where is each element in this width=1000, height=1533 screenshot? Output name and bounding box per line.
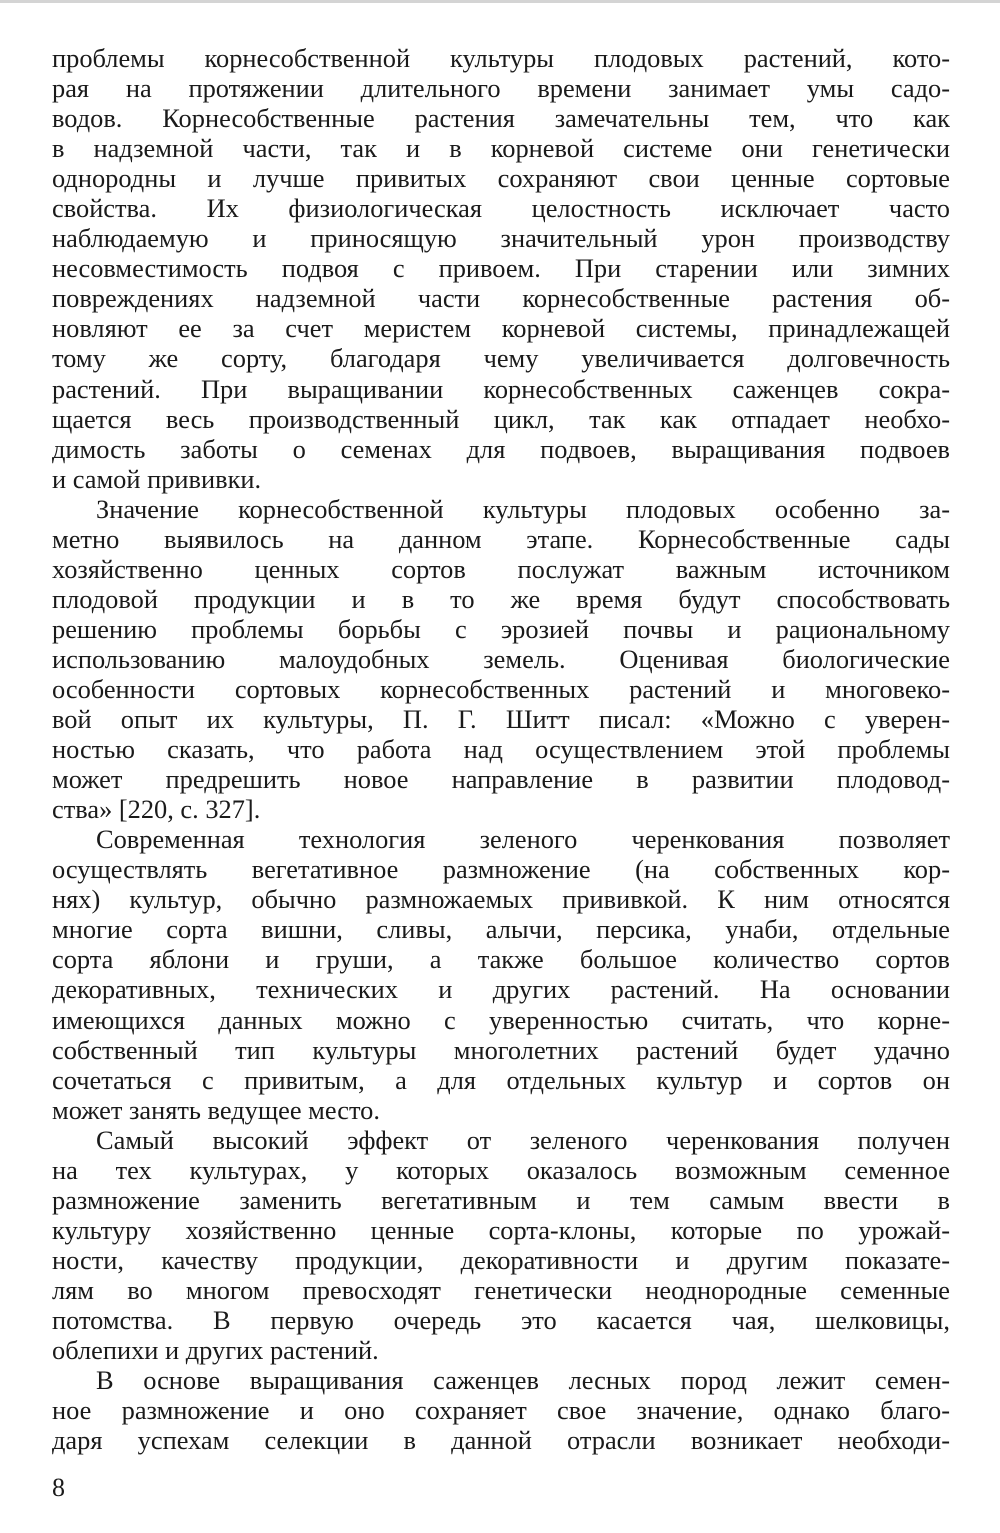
text-line: Значение корнесобственной культуры плодовых особенно за-: [96, 493, 950, 524]
text-line: метно выявилось на данном этапе. Корнесобственные сады: [52, 523, 950, 554]
text-line: нях) культур, обычно размножаемых прививкой. К ним относятся: [52, 884, 950, 915]
text-line: Современная технология зеленого черенкования позволяет: [96, 824, 950, 855]
text-line: использованию малоудобных земель. Оценивая биологические: [52, 643, 950, 674]
text-line: плодовой продукции и в то же время будут способствовать: [52, 583, 950, 614]
text-line: осуществлять вегетативное размножение (на собственных кор-: [52, 854, 950, 885]
text-line: ности, качеству продукции, декоративности и другим показате-: [52, 1244, 950, 1275]
text-line: облепихи и других растений.: [52, 1335, 379, 1366]
text-line: даря успехам селекции в данной отрасли возникает необходи-: [52, 1425, 950, 1456]
text-line: культуру хозяйственно ценные сорта-клоны, которые по урожай-: [52, 1214, 950, 1245]
text-line: вой опыт их культуры, П. Г. Шитт писал: «Можно с уверен-: [52, 704, 950, 735]
text-line: имеющихся данных можно с уверенностью считать, что корне-: [52, 1004, 950, 1035]
paragraph: [52, 1365, 950, 1455]
text-line: особенности сортовых корнесобственных растений и многовеко-: [52, 673, 950, 704]
text-line: свойства. Их физиологическая целостность исключает часто: [52, 193, 950, 224]
text-line: размножение заменить вегетативным и тем самым ввести в: [52, 1184, 950, 1215]
text-line: рая на протяжении длительного времени занимает умы садо-: [52, 73, 950, 104]
paragraph: [52, 1125, 950, 1365]
text-line: может предрешить новое направление в развитии плодовод-: [52, 764, 950, 795]
text-line: димость заботы о семенах для подвоев, выращивания подвоев: [52, 433, 950, 464]
text-line: многие сорта вишни, сливы, алычи, персика, унаби, отдельные: [52, 914, 950, 945]
text-line: В основе выращивания саженцев лесных пород лежит семен-: [96, 1365, 950, 1396]
text-line: собственный тип культуры многолетних растений будет удачно: [52, 1034, 950, 1065]
text-line: щается весь производственный цикл, так как отпадает необхо-: [52, 403, 950, 434]
text-line: сочетаться с привитым, а для отдельных культур и сортов он: [52, 1064, 950, 1095]
paragraph: [52, 43, 950, 494]
text-line: тому же сорту, благодаря чему увеличивается долговечность: [52, 343, 950, 374]
text-line: потомства. В первую очередь это касается чая, шелковицы,: [52, 1304, 950, 1335]
text-line: на тех культурах, у которых оказалось возможным семенное: [52, 1154, 950, 1185]
text-line: хозяйственно ценных сортов послужат важным источником: [52, 553, 950, 584]
text-line: проблемы корнесобственной культуры плодовых растений, кото-: [52, 43, 950, 73]
text-line: водов. Корнесобственные растения замечательны тем, что как: [52, 103, 950, 134]
text-line: повреждениях надземной части корнесобственные растения об-: [52, 283, 950, 314]
text-line: лям во многом превосходят генетически неоднородные семенные: [52, 1274, 950, 1305]
paragraph: [52, 824, 950, 1124]
text-line: может занять ведущее место.: [52, 1094, 380, 1125]
text-line: новляют ее за счет меристем корневой системы, принадлежащей: [52, 313, 950, 344]
text-line: и самой прививки.: [52, 463, 262, 494]
text-line: ностью сказать, что работа над осуществлением этой проблемы: [52, 734, 950, 765]
text-line: ное размножение и оно сохраняет свое значение, однако благо-: [52, 1395, 950, 1426]
text-line: однородны и лучше привитых сохраняют свои ценные сортовые: [52, 163, 950, 194]
page-number: 8: [52, 1473, 65, 1502]
text-line: Самый высокий эффект от зеленого черенкования получен: [96, 1124, 950, 1155]
text-line: ства» [220, с. 327].: [52, 794, 261, 825]
text-line: растений. При выращивании корнесобственных саженцев сокра-: [52, 373, 950, 404]
paragraph: [52, 494, 950, 825]
text-line: в надземной части, так и в корневой системе они генетически: [52, 133, 950, 164]
body-text: [52, 43, 950, 1455]
text-line: решению проблемы борьбы с эрозией почвы и рациональному: [52, 613, 950, 644]
text-line: сорта яблони и груши, а также большое количество сортов: [52, 944, 950, 975]
text-line: декоративных, технических и других растений. На основании: [52, 974, 950, 1005]
text-line: наблюдаемую и приносящую значительный урон производству: [52, 223, 950, 254]
text-line: несовместимость подвоя с привоем. При старении или зимних: [52, 253, 950, 284]
